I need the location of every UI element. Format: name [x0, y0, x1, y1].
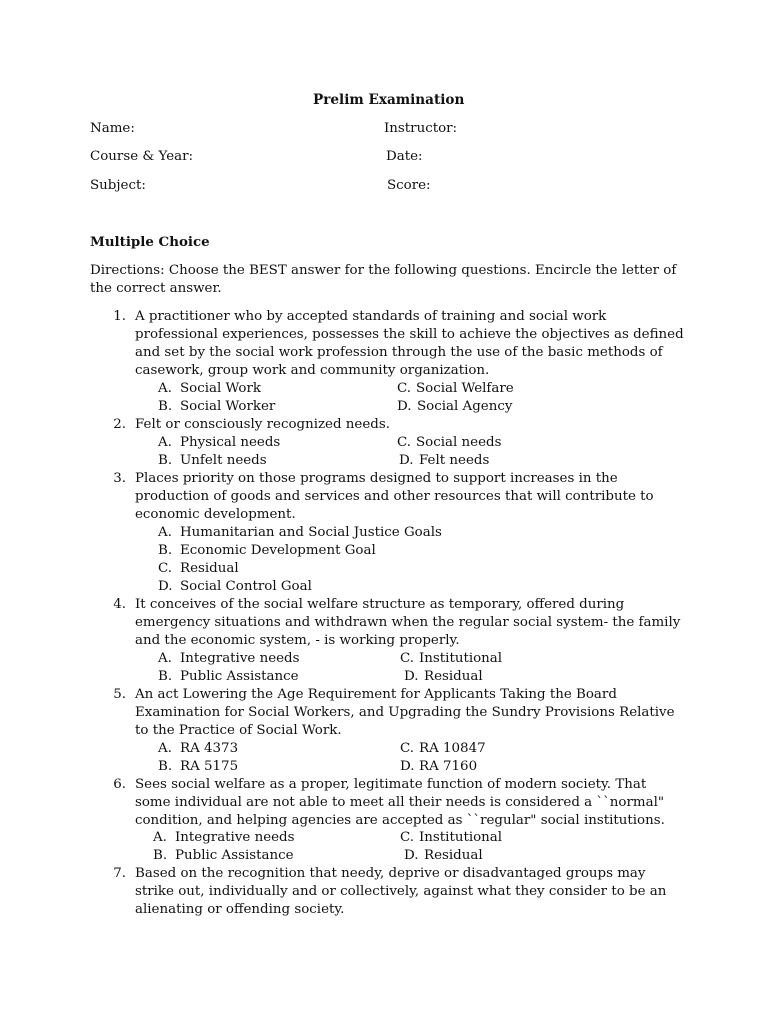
- choice-text: Humanitarian and Social Justice Goals: [180, 525, 442, 540]
- question-number: 7.: [113, 866, 126, 881]
- choice-text: RA 4373: [180, 741, 239, 756]
- question-number: 2.: [113, 417, 126, 432]
- question-text-line: production of goods and services and other resources that will contribute to: [135, 489, 654, 504]
- choice-label: D.: [158, 579, 173, 594]
- choice-label: A.: [158, 741, 172, 756]
- question-text-line: Felt or consciously recognized needs.: [135, 417, 390, 432]
- choice-label: D.: [404, 848, 419, 863]
- question-number: 4.: [113, 597, 126, 612]
- question-text-line: economic development.: [135, 507, 296, 522]
- question-number: 6.: [113, 777, 126, 792]
- choice-text: Residual: [424, 848, 483, 863]
- name-label: Name:: [90, 121, 135, 136]
- choice-text: Public Assistance: [180, 669, 299, 684]
- question-text-line: and the economic system, - is working properly.: [135, 633, 460, 648]
- choice-label: A.: [158, 651, 172, 666]
- choice-label: A.: [158, 435, 172, 450]
- question-text-line: alienating or offending society.: [135, 902, 345, 917]
- question-text-line: strike out, individually and or collectively, against what they consider to be an: [135, 884, 667, 899]
- choice-label: B.: [158, 399, 173, 414]
- question-text-line: to the Practice of Social Work.: [135, 723, 342, 738]
- choice-text: Social Control Goal: [180, 579, 312, 594]
- choice-text: Social Welfare: [416, 381, 514, 396]
- question-text-line: condition, and helping agencies are accepted as ``regular" social institutions.: [135, 813, 665, 828]
- section-title: Multiple Choice: [90, 234, 210, 250]
- question-text-line: It conceives of the social welfare structure as temporary, offered during: [135, 597, 625, 612]
- subject-label: Subject:: [90, 178, 146, 193]
- choice-label: A.: [158, 525, 172, 540]
- choice-text: Residual: [180, 561, 239, 576]
- choice-text: Unfelt needs: [180, 453, 267, 468]
- choice-label: C.: [400, 830, 415, 845]
- choice-text: RA 7160: [419, 759, 478, 774]
- choice-text: Institutional: [419, 651, 503, 666]
- choice-label: C.: [400, 741, 415, 756]
- question-text-line: some individual are not able to meet all their needs is considered a ``normal": [135, 795, 665, 810]
- score-label: Score:: [387, 178, 431, 193]
- choice-label: C.: [397, 435, 412, 450]
- choice-text: RA 10847: [419, 741, 486, 756]
- choice-label: D.: [399, 453, 414, 468]
- question-text-line: Based on the recognition that needy, deprive or disadvantaged groups may: [135, 866, 646, 881]
- question-text-line: and set by the social work profession through the use of the basic methods of: [135, 345, 663, 360]
- question-text-line: Sees social welfare as a proper, legitimate function of modern society. That: [135, 777, 647, 792]
- choice-label: B.: [158, 543, 173, 558]
- choice-label: C.: [400, 651, 415, 666]
- question-text-line: An act Lowering the Age Requirement for Applicants Taking the Board: [135, 687, 617, 702]
- choice-label: D.: [400, 759, 415, 774]
- choice-label: D.: [397, 399, 412, 414]
- question-text-line: casework, group work and community organization.: [135, 363, 490, 378]
- question-number: 3.: [113, 471, 126, 486]
- choice-label: B.: [158, 669, 173, 684]
- choice-text: Felt needs: [419, 453, 490, 468]
- choice-label: C.: [397, 381, 412, 396]
- choice-label: B.: [158, 759, 173, 774]
- choice-label: B.: [153, 848, 168, 863]
- choice-text: Social Worker: [180, 399, 276, 414]
- choice-text: Economic Development Goal: [180, 543, 376, 558]
- choice-text: Public Assistance: [175, 848, 294, 863]
- choice-label: A.: [158, 381, 172, 396]
- question-text-line: professional experiences, possesses the skill to achieve the objectives as defined: [135, 327, 684, 342]
- question-text-line: A practitioner who by accepted standards of training and social work: [135, 309, 607, 324]
- choice-text: RA 5175: [180, 759, 239, 774]
- choice-label: A.: [153, 830, 167, 845]
- question-text-line: Examination for Social Workers, and Upgrading the Sundry Provisions Relative: [135, 705, 675, 720]
- exam-title: Prelim Examination: [313, 92, 465, 108]
- choice-text: Integrative needs: [180, 651, 300, 666]
- choice-label: D.: [404, 669, 419, 684]
- question-text-line: Places priority on those programs designed to support increases in the: [135, 471, 618, 486]
- directions-line: the correct answer.: [90, 281, 222, 296]
- choice-label: C.: [158, 561, 173, 576]
- date-label: Date:: [386, 149, 423, 164]
- course-year-label: Course & Year:: [90, 149, 194, 164]
- question-number: 1.: [113, 309, 126, 324]
- question-number: 5.: [113, 687, 126, 702]
- choice-text: Integrative needs: [175, 830, 295, 845]
- choice-text: Residual: [424, 669, 483, 684]
- question-text-line: emergency situations and withdrawn when the regular social system- the family: [135, 615, 681, 630]
- choice-text: Social Agency: [417, 399, 513, 414]
- directions-line: Directions: Choose the BEST answer for the following questions. Encircle the letter of: [90, 263, 677, 278]
- choice-text: Physical needs: [180, 435, 281, 450]
- choice-text: Institutional: [419, 830, 503, 845]
- choice-text: Social Work: [180, 381, 261, 396]
- choice-label: B.: [158, 453, 173, 468]
- instructor-label: Instructor:: [384, 121, 458, 136]
- choice-text: Social needs: [416, 435, 502, 450]
